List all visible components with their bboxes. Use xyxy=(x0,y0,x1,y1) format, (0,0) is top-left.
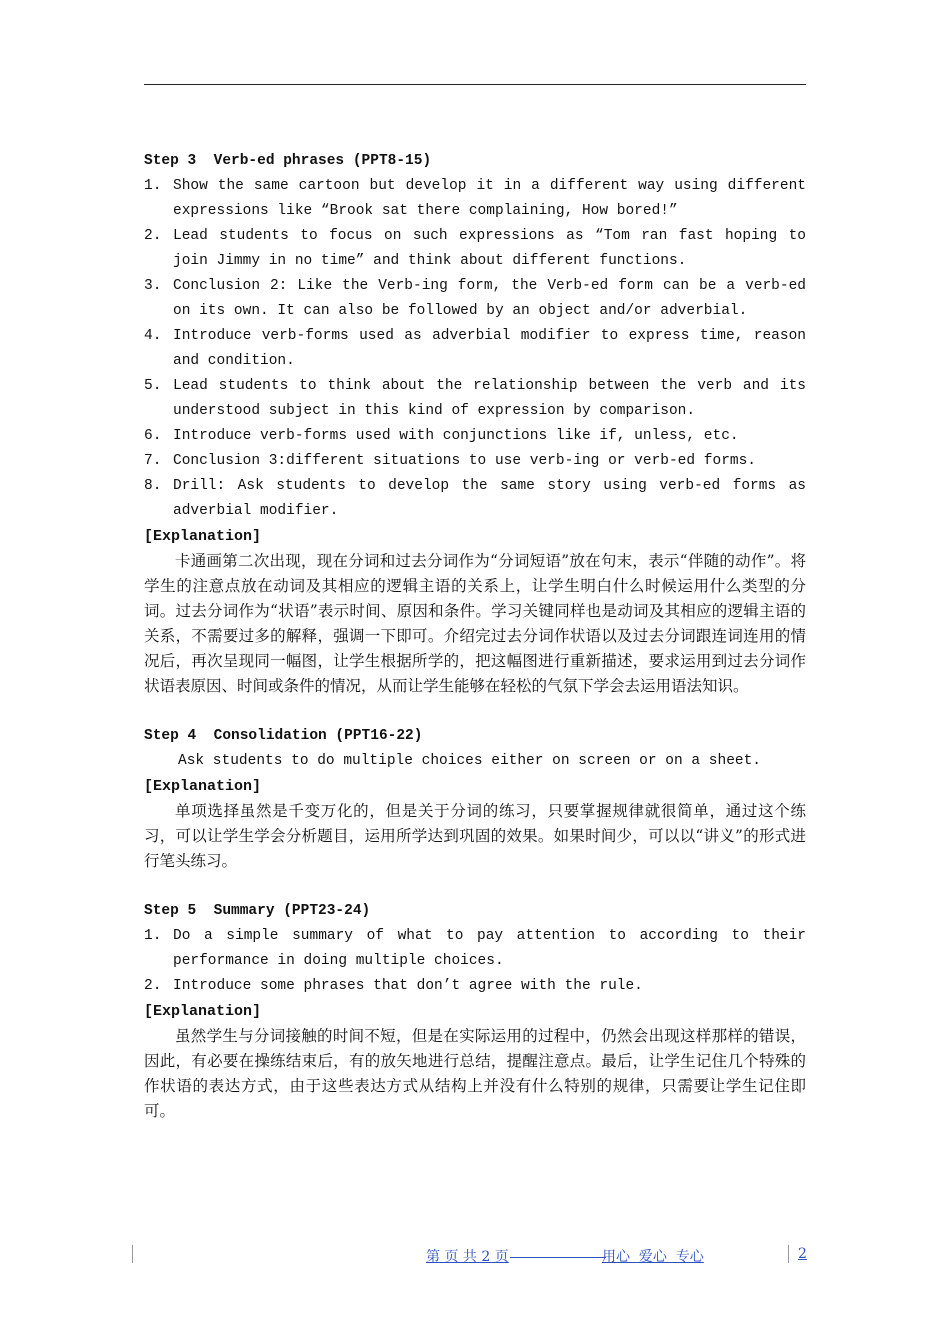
list-item xyxy=(144,974,806,999)
list-item xyxy=(144,174,806,224)
list-text: Conclusion 3:different situations to use verb-ing or verb-ed forms. xyxy=(173,453,756,469)
list-item xyxy=(144,224,806,274)
list-item xyxy=(144,424,806,449)
step4-explanation-label: [Explanation] xyxy=(144,778,262,795)
page-footer xyxy=(130,1240,810,1270)
list-number: 4. xyxy=(144,328,162,344)
list-text: Introduce some phrases that don’t agree with the rule. xyxy=(173,978,643,994)
step4-line: Ask students to do multiple choices either on screen or on a sheet. xyxy=(178,753,761,769)
footer-rule xyxy=(510,1257,606,1258)
footer-motto: 用心 爱心 专心 xyxy=(602,1249,704,1265)
step5-list xyxy=(144,924,806,999)
list-number: 5. xyxy=(144,378,162,394)
list-text: Drill: Ask students to develop the same story using verb-ed forms as adverbial modifier. xyxy=(173,478,806,519)
list-number: 7. xyxy=(144,453,162,469)
list-item xyxy=(144,924,806,974)
list-text: Introduce verb-forms used with conjunctions like if, unless, etc. xyxy=(173,428,739,444)
step5-heading: Step 5 Summary (PPT23-24) xyxy=(144,903,371,919)
list-number: 1. xyxy=(144,178,162,194)
step3-list xyxy=(144,174,806,524)
list-item xyxy=(144,324,806,374)
list-text: Introduce verb-forms used as adverbial modifier to express time, reason and condition. xyxy=(173,328,806,369)
list-number: 1. xyxy=(144,928,162,944)
footer-divider-right xyxy=(788,1245,789,1263)
step4-heading: Step 4 Consolidation (PPT16-22) xyxy=(144,728,423,744)
document-body xyxy=(144,149,806,1124)
footer-divider-left xyxy=(132,1245,133,1263)
list-text: Conclusion 2: Like the Verb-ing form, the Verb-ed form can be a verb-ed on its own. It can also be followed by an object and/or adverbial. xyxy=(173,278,806,319)
list-item xyxy=(144,274,806,324)
list-number: 2. xyxy=(144,978,162,994)
step3-heading: Step 3 Verb-ed phrases (PPT8-15) xyxy=(144,153,432,169)
step4-explanation: 单项选择虽然是千变万化的，但是关于分词的练习，只要掌握规律就很简单，通过这个练习，可以让学生学会分析题目，运用所学达到巩固的效果。如果时间少，可以以“讲义”的形式进行笔头练习。 xyxy=(144,802,806,870)
list-number: 8. xyxy=(144,478,162,494)
footer-page-number: 2 xyxy=(798,1246,807,1262)
step3-explanation: 卡通画第二次出现，现在分词和过去分词作为“分词短语”放在句末，表示“伴随的动作”。将学生的注意点放在动词及其相应的逻辑主语的关系上，让学生明白什么时候运用什么类型的分词。过去分词作为“状语”表示时间、原因和条件。学习关键同样也是动词及其相应的逻辑主语的关系，不需要过多的解释，强调一下即可。介绍完过去分词作状语以及过去分词跟连词连用的情况后，再次呈现同一幅图，让学生根据所学的，把这幅图进行重新描述，要求运用到过去分词作状语表原因、时间或条件的情况，从而让学生能够在轻松的气氛下学会去运用语法知识。 xyxy=(144,552,806,695)
list-item xyxy=(144,474,806,524)
footer-page-of: 第 页 共 2 页 xyxy=(426,1249,509,1265)
list-text: Lead students to think about the relationship between the verb and its understood subject in this kind of expression by comparison. xyxy=(173,378,806,419)
step5-explanation: 虽然学生与分词接触的时间不短，但是在实际运用的过程中，仍然会出现这样那样的错误，因此，有必要在操练结束后，有的放矢地进行总结，提醒注意点。最后，让学生记住几个特殊的作状语的表达方式，由于这些表达方式从结构上并没有什么特别的规律，只需要让学生记住即可。 xyxy=(144,1027,806,1120)
list-text: Lead students to focus on such expressions as “Tom ran fast hoping to join Jimmy in no time” and think about different functions. xyxy=(173,228,806,269)
list-number: 3. xyxy=(144,278,162,294)
header-rule xyxy=(144,84,806,85)
list-text: Show the same cartoon but develop it in a different way using different expressions like “Brook sat there complaining, How bored!” xyxy=(173,178,806,219)
list-number: 2. xyxy=(144,228,162,244)
list-item xyxy=(144,374,806,424)
step3-explanation-label: [Explanation] xyxy=(144,528,262,545)
list-item xyxy=(144,449,806,474)
step5-explanation-label: [Explanation] xyxy=(144,1003,262,1020)
list-number: 6. xyxy=(144,428,162,444)
list-text: Do a simple summary of what to pay attention to according to their performance in doing multiple choices. xyxy=(173,928,806,969)
